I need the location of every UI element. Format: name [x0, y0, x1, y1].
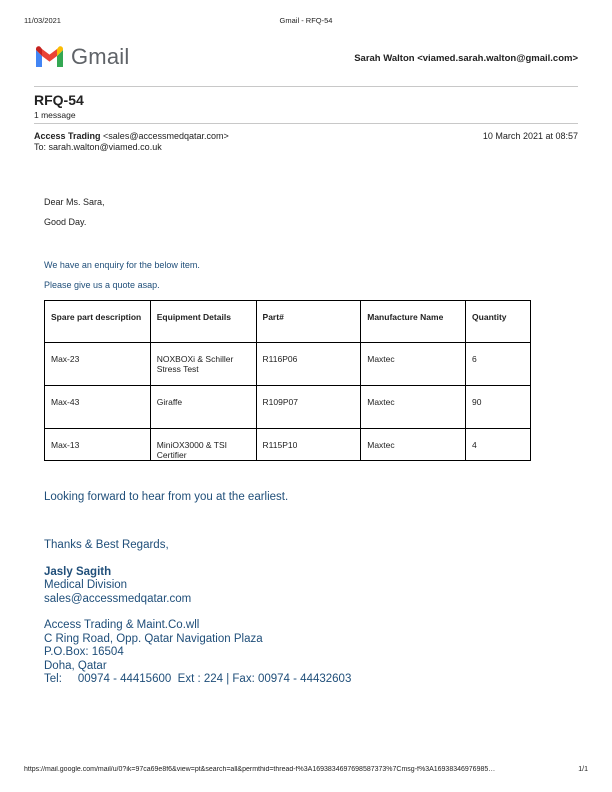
closing-line: Looking forward to hear from you at the earliest.	[44, 491, 289, 503]
table-cell: 6	[466, 343, 531, 386]
print-date: 11/03/2021	[24, 16, 61, 25]
table-cell: Giraffe	[150, 386, 256, 429]
signature-division: Medical Division	[44, 579, 128, 591]
company-address	[44, 619, 263, 673]
table-cell: MiniOX3000 & TSI Certifier	[150, 429, 256, 461]
gmail-wordmark: Gmail	[71, 44, 130, 69]
thread-subject: RFQ-54	[34, 92, 84, 108]
divider	[34, 123, 578, 124]
message-date: 10 March 2021 at 08:57	[482, 131, 578, 141]
table-cell: R109P07	[256, 386, 361, 429]
signature-block	[44, 579, 191, 606]
table-cell: Maxtec	[361, 429, 466, 461]
print-title: Gmail - RFQ-54	[279, 16, 333, 25]
table-cell: 90	[466, 386, 531, 429]
city: Doha, Qatar	[44, 659, 107, 672]
table-header-row	[45, 301, 531, 343]
table-cell: NOXBOXi & Schiller Stress Test	[150, 343, 256, 386]
table-cell: R115P10	[256, 429, 361, 461]
sender-line	[34, 131, 229, 141]
table-row	[45, 386, 531, 429]
sender-name: Access Trading	[34, 131, 101, 141]
regards-line: Thanks & Best Regards,	[44, 539, 169, 551]
enquiry-text: We have an enquiry for the below item.	[44, 260, 200, 270]
table-cell: Max-23	[45, 343, 151, 386]
phone-line	[44, 673, 351, 687]
gmail-logo-icon	[34, 46, 65, 69]
recipient-line: To: sarah.walton@viamed.co.uk	[34, 142, 162, 152]
good-day: Good Day.	[44, 217, 87, 227]
divider	[34, 86, 578, 87]
table-header: Manufacture Name	[361, 301, 466, 343]
signature-email[interactable]: sales@accessmedqatar.com	[44, 592, 192, 605]
message-count: 1 message	[34, 110, 76, 120]
table-cell: Max-13	[45, 429, 151, 461]
table-row	[45, 429, 531, 461]
quote-request: Please give us a quote asap.	[44, 280, 160, 290]
sender-email[interactable]: <sales@accessmedqatar.com>	[103, 131, 229, 141]
po-box: P.O.Box: 16504	[44, 646, 124, 658]
tel-value: 00974 - 44415600 Ext : 224 | Fax: 00974 - 44432603	[77, 673, 352, 685]
table-cell: 4	[466, 429, 531, 461]
parts-table	[44, 300, 531, 461]
footer-url: https://mail.google.com/mail/u/0?ik=97ca69e8f6&view=pt&search=all&permthid=thread-f%3A1693834697698587373%7Cmsg-f%3A16938346976985…	[24, 766, 496, 773]
table-cell: R116P06	[256, 343, 361, 386]
table-cell: Maxtec	[361, 386, 466, 429]
table-header: Quantity	[466, 301, 531, 343]
footer-page-number: 1/1	[578, 766, 588, 773]
tel-label: Tel:	[44, 673, 62, 685]
account-label: Sarah Walton <viamed.sarah.walton@gmail.com>	[354, 53, 578, 64]
greeting: Dear Ms. Sara,	[44, 197, 105, 207]
table-header: Spare part description	[45, 301, 151, 343]
table-cell: Max-43	[45, 386, 151, 429]
company-name: Access Trading & Maint.Co.wll	[44, 619, 200, 631]
address-line: C Ring Road, Opp. Qatar Navigation Plaza	[44, 632, 263, 645]
signature-name: Jasly Sagith	[44, 566, 112, 578]
table-cell: Maxtec	[361, 343, 466, 386]
gmail-logo[interactable]	[34, 44, 129, 70]
table-header: Equipment Details	[150, 301, 256, 343]
table-header: Part#	[256, 301, 361, 343]
table-row	[45, 343, 531, 386]
